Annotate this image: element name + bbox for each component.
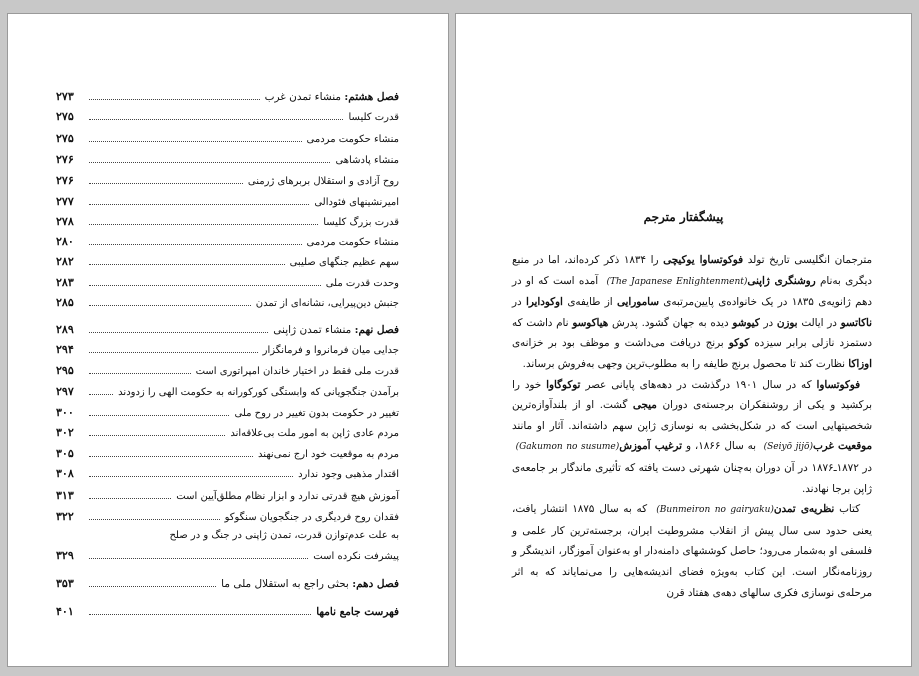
toc-leader-dots [89,575,216,587]
toc-entry-title [230,425,399,443]
toc-entry-title [273,321,399,339]
toc-entry-text: منشاء تمدن غرب [264,91,345,103]
text-run: برنج دریافت می‌داشت و موظف بود بر خزانه‌ی [512,337,729,350]
text-run: را ۱۸۳۴ ذکر کرده‌اند، اما در منبع دیگری به‌نام [512,254,872,287]
toc-entry [56,321,399,339]
toc-entry-title [348,109,399,127]
emphasized-term: کیوشو [732,316,760,329]
toc-entry [56,603,399,621]
toc-page-number: ۳۱۳ [56,489,74,502]
toc-leader-dots [89,108,343,120]
toc-page-number: ۳۰۲ [56,426,74,439]
toc-entry [56,383,399,401]
toc-entry [56,547,399,565]
toc-page-number: ۲۷۳ [56,90,74,103]
preface-paragraph-2 [512,375,872,500]
toc-entry-title [316,603,399,621]
toc-page-number: ۲۷۵ [56,132,74,145]
toc-entry-text: وحدت قدرت ملی [325,278,399,289]
toc-page-number: ۴۰۱ [56,605,74,618]
toc-entry-text: مردم به موقعیت خود ارج نمی‌نهند [258,449,399,460]
toc-page-number: ۲۸۹ [56,323,74,336]
preface-paragraph-1 [512,250,872,375]
toc-page-number: ۲۸۲ [56,255,74,268]
toc-entry-text: فقدان روح فردیگری در جنگجویان سنگوکو [224,512,399,523]
toc-entry-text: سهم عظیم جنگهای صلیبی [289,257,399,268]
toc-entry-title [225,509,399,527]
toc-entry-title [263,342,399,360]
toc-chapter-label: فصل هشتم: [344,91,399,103]
toc-page-number: ۳۰۵ [56,447,74,460]
emphasized-term: اوکودایرا [525,296,563,309]
toc-leader-dots [89,274,321,286]
toc-page-number: ۳۲۹ [56,549,74,562]
toc-entry [56,294,399,312]
right-page-preface [455,13,912,667]
toc-leader-dots [89,603,311,615]
toc-leader-dots [89,445,253,457]
toc-page-number: ۲۸۵ [56,296,74,309]
emphasized-term: توکوگاوا [546,378,581,391]
text-run: در [759,316,777,329]
toc-page-number: ۳۰۸ [56,467,74,480]
toc-page-number: ۲۹۴ [56,343,74,356]
emphasized-term: ناکاتسو [840,316,872,329]
toc-page-number: ۲۸۳ [56,276,74,289]
toc-entry-title [258,446,399,464]
toc-entry-text: آموزش هیچ قدرتی ندارد و ابزار نظام مطلق‌آیین است [176,491,399,502]
text-run: نظارت کند تا محصول برنج طایفه را به مطلوب‌ترین وجهی به‌فروش برساند. [522,357,849,370]
toc-page-number: ۲۷۶ [56,174,74,187]
emphasized-term: بوزن [776,316,798,329]
toc-entry [56,213,399,231]
emphasized-term: میجی [632,399,657,412]
toc-entry-title [326,275,399,293]
toc-entry [56,445,399,463]
toc-entry-title [118,384,399,402]
toc-entry [56,88,399,106]
toc-page-number: ۲۷۸ [56,215,74,228]
toc-page-number: ۳۰۰ [56,406,74,419]
toc-entry [56,151,399,169]
text-run: دیده به جهان گشود. پدرش [608,316,733,329]
emphasized-term: هیاکوسو [572,316,609,329]
toc-page-number: ۲۹۵ [56,364,74,377]
toc-entry-text: مردم عادی ژاپن به امور ملت بی‌علاقه‌اند [230,428,399,439]
text-run: نام داشت که دستمزد نازلی برابر سیزده [512,316,872,350]
text-run: که به سال ۱۸۷۵ انتشار یافت، یعنی حدود سی سال پیش از انقلاب مشروطیت ایران، برجسته‌ترین کار علمی و فلسفی او به‌شمار می‌رود؛ حاصل کوششهای دامنه‌دار او به‌عنوان آموزگار، اندیشگر و روزنامه‌نگار است. این کتاب به‌ویژه فضای اندیشه‌هایی را می‌نمایاند که به اثر مرحله‌ی نوسازی فکری سالهای دهه‌ی هفتاد قرن [512,503,872,599]
emphasized-term: کوکو [728,337,750,350]
toc-entry-title [298,466,399,484]
toc-page-number: ۳۵۳ [56,577,74,590]
toc-entry-text: جدایی میان فرمانروا و فرمانگزار [262,345,399,356]
text-run: کتاب [834,503,860,516]
toc-page-number: ۲۷۷ [56,195,74,208]
toc-leader-dots [89,294,251,306]
toc-leader-dots [89,193,309,205]
preface-paragraph-3 [512,499,872,603]
toc-leader-dots [89,213,318,225]
toc-entry [56,527,399,545]
toc-page-number: ۲۷۵ [56,110,74,123]
toc-entry [56,253,399,271]
toc-entry [56,130,399,148]
toc-leader-dots [89,172,243,184]
toc-leader-dots [89,404,229,416]
toc-entry [56,233,399,251]
toc-leader-dots [89,547,308,559]
toc-entry-title [335,152,399,170]
toc-page-number: ۲۷۶ [56,153,74,166]
text-run: مترجمان انگلیسی تاریخ تولد [743,254,872,266]
toc-entry-text: جنبش دین‌پیرایی، نشانه‌ای از تمدن [255,298,399,309]
latin-title: (Gakumon no susume) [512,442,620,453]
toc-entry-text: قدرت بزرگ کلیسا [323,217,399,228]
toc-entry-text: اقتدار مذهبی وجود ندارد [298,469,399,480]
text-run: در [512,296,526,309]
toc-entry-title [196,363,399,381]
toc-entry-text: منشاء پادشاهی [335,155,399,166]
toc-entry-title [307,234,399,252]
toc-leader-dots [89,233,302,245]
toc-entry-title [290,254,399,272]
emphasized-term: فوکوتساوا [816,378,860,391]
toc-entry-title [307,131,399,149]
emphasized-term: نظریه‌ی تمدن [773,503,835,516]
toc-chapter-label: فهرست جامع نامها [316,606,399,618]
toc-entry [56,341,399,359]
preface-heading: پیشگفتار مترجم [643,210,724,224]
toc-leader-dots [89,465,293,477]
toc-entry-text: منشاء تمدن ژاپنی [273,324,355,336]
toc-entry-text: قدرت ملی فقط در اختیار خاندان امپراتوری است [195,366,399,377]
emphasized-term: موقعیت غرب [812,440,872,453]
toc-entry [56,193,399,211]
toc-chapter-label: فصل نهم: [354,324,399,336]
toc-entry [56,465,399,483]
toc-entry [56,404,399,422]
toc-entry-text: برآمدن جنگجویانی که وابستگی کورکورانه به حکومت الهی را زدودند [118,387,399,398]
emphasized-term: ترغیب آموزش [619,440,682,453]
toc-leader-dots [89,88,260,100]
toc-leader-dots [89,321,268,333]
toc-entry-text: پیشرفت نکرده است [313,551,399,562]
toc-entry-title [234,405,399,423]
toc-entry-title [323,214,399,232]
toc-entry-text: بحثی راجع به استقلال ملی ما [221,578,353,590]
latin-title: (Bunmeiron no gairyaku) [651,505,774,516]
text-run: آمده است که او در دهم ژانویه‌ی ۱۸۳۵ در یک خانواده‌ی پایین‌مرتبه‌ی [512,274,872,309]
toc-entry-title [313,548,399,566]
toc-entry-text: تغییر در حکومت بدون تغییر در روح ملی [234,408,399,419]
text-run: به سال ۱۸۶۶، و [681,440,761,453]
toc-leader-dots [89,130,302,142]
toc-leader-dots [89,487,171,499]
toc-entry-title [265,88,399,106]
toc-entry-title [248,173,399,191]
emphasized-term: اوزاکا [848,357,872,370]
emphasized-term: سامورایی [616,296,659,309]
toc-entry-text: منشاء حکومت مردمی [306,237,399,248]
toc-entry [56,424,399,442]
toc-entry-text: قدرت کلیسا [348,112,399,123]
toc-entry-text: امیرنشینهای فئودالی [314,197,399,208]
left-page-toc [7,13,449,667]
toc-entry [56,172,399,190]
toc-chapter-label: فصل دهم: [352,578,399,590]
toc-entry [56,108,399,126]
toc-page-number: ۲۹۷ [56,385,74,398]
toc-entry [56,575,399,593]
toc-leader-dots [89,383,113,395]
toc-page-number: ۳۲۲ [56,510,74,523]
toc-leader-dots [89,508,220,520]
toc-entry-text: به علت عدم‌توازن قدرت، تمدن ژاپنی در جنگ و در صلح [169,530,399,541]
toc-entry-title [314,194,399,212]
toc-leader-dots [89,362,191,374]
latin-title: (Seiyō jijō) [760,442,813,453]
toc-page-number: ۲۸۰ [56,235,74,248]
emphasized-term: فوکوتساوا یوکیچی [663,254,744,266]
toc-entry-text: منشاء حکومت مردمی [306,134,399,145]
emphasized-term: روشنگری ژاپنی [747,274,816,287]
toc-leader-dots [89,424,225,436]
toc-entry-title [256,295,399,313]
text-run: از طایفه‌ی [562,296,617,309]
text-run: در ایالت [797,316,841,329]
preface-body [512,250,872,603]
toc-entry [56,274,399,292]
toc-entry-title [221,575,399,593]
toc-entry-title [176,488,399,506]
toc-leader-dots [89,151,330,163]
toc-entry [56,362,399,380]
toc-leader-dots [89,341,258,353]
latin-title: (The Japanese Enlightenment) [602,276,748,287]
toc-entry-title [169,527,399,545]
text-run: در ۱۸۷۲ـ۱۸۷۶ در آن دوران به‌چنان شهرتی دست یافته که تأثیری ماندگار بر جامعه‌ی ژاپن برجا نهادند. [512,461,872,495]
toc-entry [56,508,399,526]
toc-entry-text: روح آزادی و استقلال بربرهای ژرمنی [247,176,399,187]
toc-leader-dots [89,253,285,265]
toc-entry [56,487,399,505]
text-run: که در سال ۱۹۰۱ درگذشت در دهه‌های پایانی عصر [580,378,817,391]
text-run: گشت. او از بلندآوازه‌ترین شخصیتهایی است که در شکل‌بخشی به نوسازی ژاپن سهم داشته‌اند. آثار او مانند [512,399,872,432]
text-run: خود را برکشید و یکی از روشنفکران برجسته‌ی دوران [512,378,872,412]
